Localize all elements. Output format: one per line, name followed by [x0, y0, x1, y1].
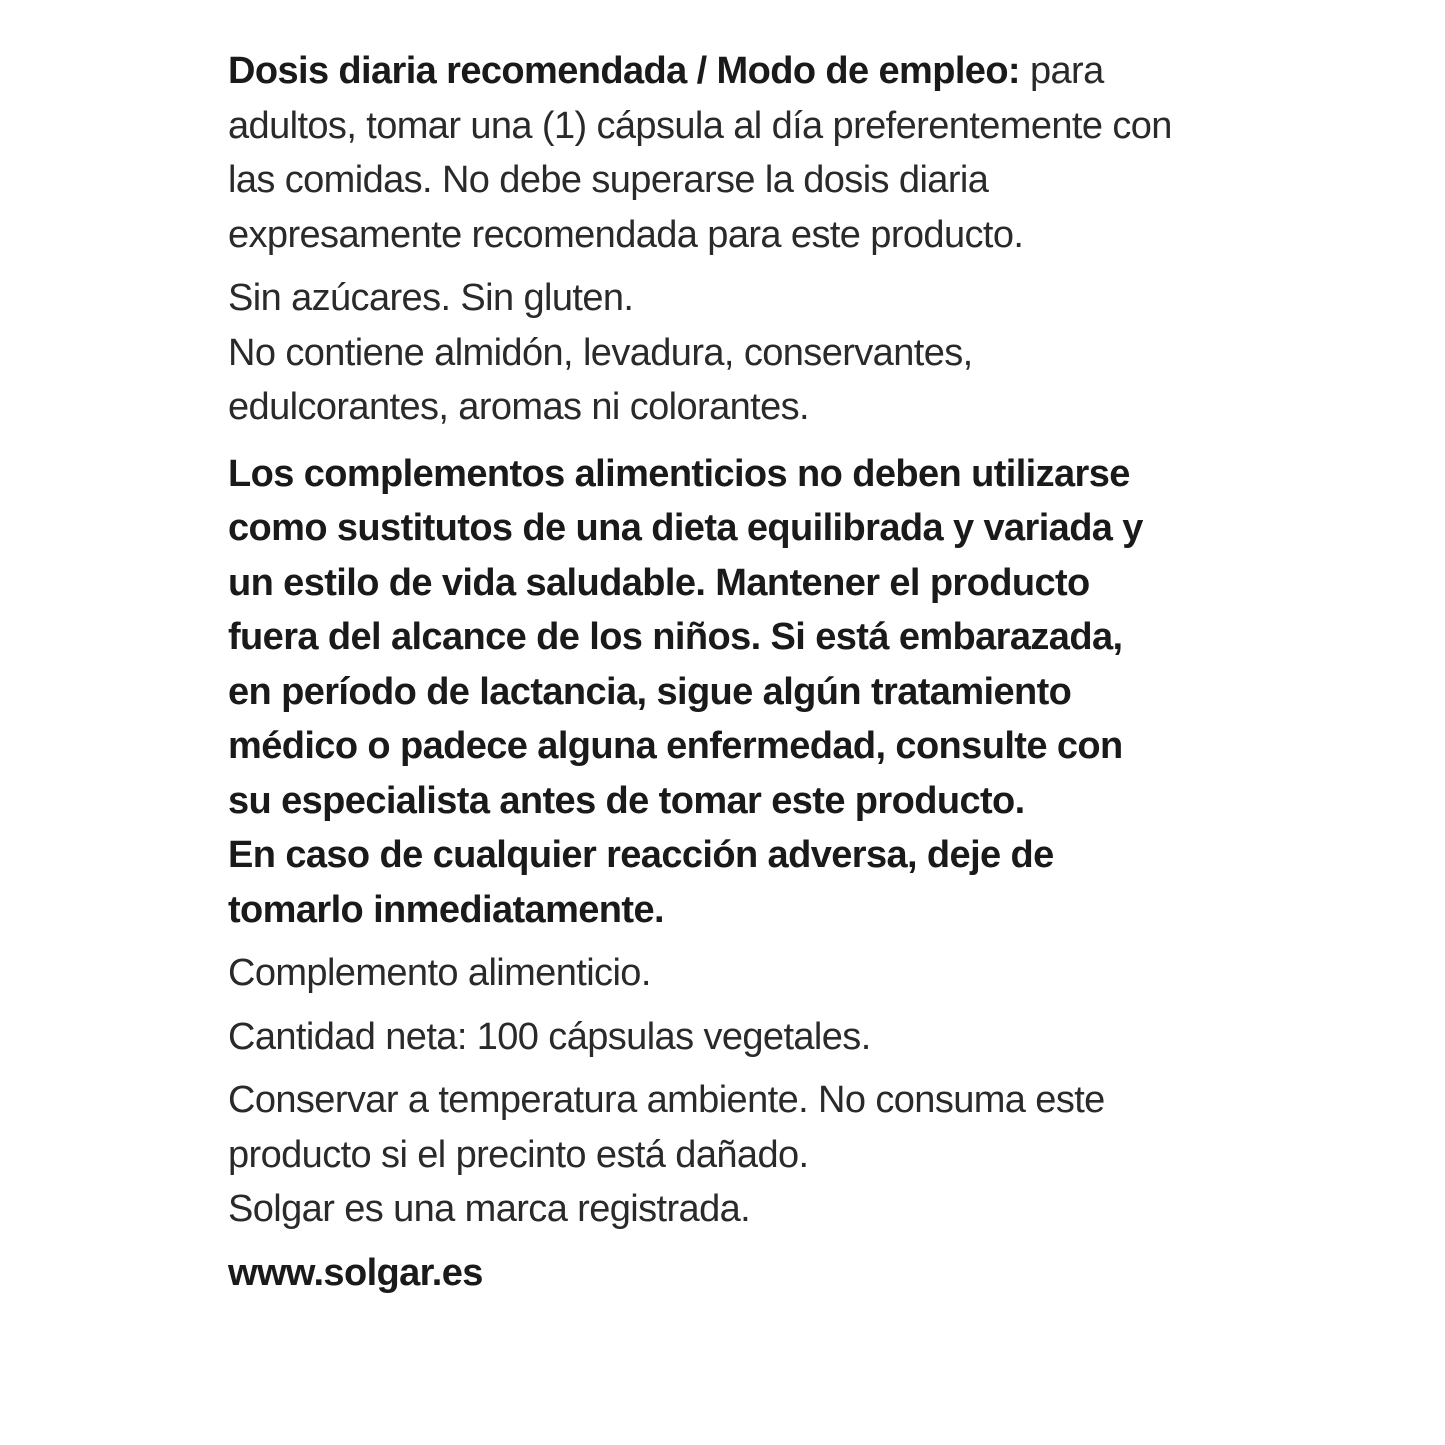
website-link[interactable]: www.solgar.es	[228, 1251, 483, 1294]
product-label-text	[228, 44, 1228, 1300]
storage-line-2: producto si el precinto está dañado.	[228, 1133, 809, 1176]
dosage-line-1-rest: para	[1020, 50, 1104, 92]
trademark-notice: Solgar es una marca registrada.	[228, 1188, 751, 1230]
warning-line-9: tomarlo inmediatamente.	[228, 888, 664, 931]
warning-line-3: un estilo de vida saludable. Mantener el producto	[228, 561, 1090, 604]
warning-line-1: Los complementos alimenticios no deben utilizarse	[228, 452, 1130, 495]
warning-line-4: fuera del alcance de los niños. Si está embarazada,	[228, 616, 1123, 658]
dosage-line-2: adultos, tomar una (1) cápsula al día preferentemente con	[228, 104, 1172, 147]
free-from-line-3: edulcorantes, aromas ni colorantes.	[228, 386, 809, 428]
dosage-line-3: las comidas. No debe superarse la dosis diaria	[228, 159, 989, 201]
dosage-line-1	[228, 44, 1228, 99]
free-from-section	[228, 271, 1228, 435]
product-type-section	[228, 946, 1228, 1001]
warning-line-5: en período de lactancia, sigue algún tratamiento	[228, 670, 1072, 713]
trademark-section	[228, 1182, 1228, 1237]
dosage-section	[228, 44, 1228, 262]
warning-section	[228, 447, 1228, 938]
warning-line-2: como sustitutos de una dieta equilibrada y variada y	[228, 507, 1143, 549]
storage-line-1: Conservar a temperatura ambiente. No consuma este	[228, 1079, 1105, 1121]
net-quantity: Cantidad neta: 100 cápsulas vegetales.	[228, 1015, 871, 1058]
product-type: Complemento alimenticio.	[228, 952, 651, 994]
warning-line-8: En caso de cualquier reacción adversa, deje de	[228, 834, 1054, 876]
dosage-line-4: expresamente recomendada para este producto.	[228, 213, 1024, 256]
dosage-heading: Dosis diaria recomendada / Modo de empleo:	[228, 50, 1020, 92]
net-quantity-section	[228, 1010, 1228, 1065]
storage-section	[228, 1073, 1228, 1182]
warning-line-6: médico o padece alguna enfermedad, consulte con	[228, 725, 1123, 767]
website-section	[228, 1246, 1228, 1301]
free-from-line-1: Sin azúcares. Sin gluten.	[228, 277, 634, 319]
free-from-line-2: No contiene almidón, levadura, conservantes,	[228, 331, 973, 374]
warning-line-7: su especialista antes de tomar este producto.	[228, 779, 1025, 822]
